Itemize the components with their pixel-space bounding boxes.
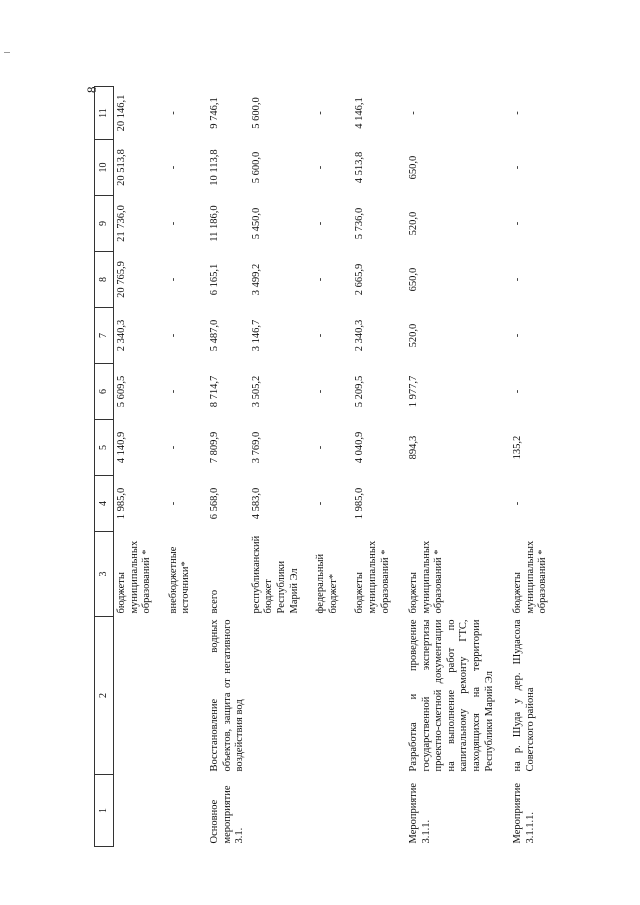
value-cell: 10 113,8 — [208, 149, 220, 186]
value-cell: 3 769,0 — [250, 431, 262, 464]
value-cell: - — [315, 389, 327, 394]
value-cell: 4 040,9 — [354, 431, 366, 464]
col-header-3: 3 — [95, 532, 114, 617]
header-row — [95, 87, 114, 847]
table-row — [498, 87, 552, 847]
row-measure — [249, 775, 303, 847]
col-header-7: 7 — [95, 308, 114, 364]
value-cell: - — [315, 165, 327, 170]
value-cell: 894,3 — [408, 435, 420, 460]
value-cell: 4 140,9 — [116, 431, 127, 464]
row-measure — [114, 775, 156, 847]
value-cell: - — [167, 277, 179, 282]
table-row — [249, 87, 303, 847]
col-header-1: 1 — [95, 775, 114, 847]
row-measure — [303, 775, 342, 847]
value-cell: - — [315, 221, 327, 226]
value-cell: 2 340,3 — [116, 319, 127, 352]
value-cell: - — [408, 111, 420, 115]
row-measure — [342, 775, 394, 847]
value-cell: 5 450,0 — [250, 207, 262, 240]
table-row — [156, 87, 195, 847]
col-header-11: 11 — [95, 87, 114, 140]
value-cell: - — [167, 333, 179, 338]
page-number: 8 — [84, 86, 99, 93]
value-cell: - — [512, 111, 524, 115]
value-cell: 7 809,9 — [208, 431, 220, 464]
row-description — [156, 617, 195, 775]
row-description — [114, 617, 156, 775]
row-source: федеральный бюджет* — [315, 553, 339, 614]
row-source: бюджеты муниципальных образований * — [408, 540, 445, 614]
value-cell: 4 513,8 — [354, 151, 366, 184]
value-cell: - — [167, 221, 179, 226]
value-cell: - — [512, 165, 524, 170]
value-cell: 5 736,0 — [354, 207, 366, 240]
row-description: Разработка и проведение государственной экспертизы проектно-сметной документации на выполнение работ по капитальному ремонту ГТС, находящихся на территории Республики Марий Эл — [408, 619, 495, 772]
value-cell: 650,0 — [408, 267, 420, 292]
row-measure: Мероприятие 3.1.1. — [408, 782, 432, 844]
value-cell: 520,0 — [408, 323, 420, 348]
table-row — [195, 87, 249, 847]
row-measure: Основное мероприятие 3.1. — [208, 785, 246, 844]
col-header-10: 10 — [95, 140, 114, 196]
row-source: бюджеты муниципальных образований * — [354, 540, 391, 614]
value-cell: 2 340,3 — [354, 319, 366, 352]
value-cell: - — [315, 445, 327, 450]
value-cell: 520,0 — [408, 211, 420, 236]
value-cell: - — [512, 389, 524, 394]
table-row — [303, 87, 342, 847]
col-header-8: 8 — [95, 252, 114, 308]
value-cell: 9 746,1 — [208, 97, 220, 129]
row-description: Восстановление водных объектов, защита от негативного воздействия вод — [208, 619, 246, 772]
value-cell: 135,2 — [512, 435, 524, 460]
col-header-9: 9 — [95, 196, 114, 252]
value-cell: - — [167, 501, 179, 506]
value-cell: 5 600,0 — [250, 97, 262, 129]
value-cell: - — [167, 165, 179, 170]
table-row — [114, 87, 156, 847]
value-cell: - — [315, 333, 327, 338]
value-cell: 1 985,0 — [354, 487, 366, 520]
value-cell: 5 609,5 — [116, 375, 127, 408]
value-cell: 2 665,9 — [354, 263, 366, 296]
value-cell: - — [315, 111, 327, 115]
row-source: бюджеты муниципальных образований * — [512, 540, 549, 614]
col-header-5: 5 — [95, 420, 114, 476]
row-description: на р. Шуда у дер. Шудасола Советского района — [512, 619, 536, 772]
row-description — [303, 617, 342, 775]
value-cell: 3 499,2 — [250, 263, 262, 296]
row-measure — [156, 775, 195, 847]
table-row — [342, 87, 394, 847]
value-cell: - — [512, 277, 524, 282]
row-description — [342, 617, 394, 775]
value-cell: - — [167, 111, 179, 115]
value-cell: - — [315, 501, 327, 506]
value-cell: 650,0 — [408, 155, 420, 180]
value-cell: 4 146,1 — [354, 97, 366, 129]
col-header-6: 6 — [95, 364, 114, 420]
value-cell: - — [167, 445, 179, 450]
value-cell: - — [512, 221, 524, 226]
col-header-4: 4 — [95, 476, 114, 532]
value-cell: 1 985,0 — [116, 487, 127, 520]
budget-table-container — [94, 87, 594, 847]
value-cell: 5 600,0 — [250, 151, 262, 184]
value-cell: 3 146,7 — [250, 319, 262, 352]
value-cell: 3 505,2 — [250, 375, 262, 408]
value-cell: 21 736,0 — [116, 205, 127, 242]
value-cell: 4 583,0 — [250, 487, 262, 520]
col-header-2: 2 — [95, 617, 114, 775]
row-source: всего — [208, 589, 220, 614]
value-cell: 5 209,5 — [354, 375, 366, 408]
value-cell: - — [512, 333, 524, 338]
budget-table — [94, 86, 552, 847]
value-cell: - — [315, 277, 327, 282]
value-cell: 6 165,1 — [208, 263, 220, 296]
value-cell: 1 977,7 — [408, 375, 420, 408]
value-cell — [394, 476, 498, 532]
row-source: бюджеты муниципальных образований * — [116, 540, 153, 614]
row-description — [249, 617, 303, 775]
row-source: республиканский бюджет Республики Марий Эл — [250, 535, 300, 614]
value-cell: 8 714,7 — [208, 375, 220, 408]
value-cell: 20 765,9 — [116, 261, 127, 298]
value-cell: - — [512, 501, 524, 506]
value-cell: 5 487,0 — [208, 319, 220, 352]
value-cell: 20 513,8 — [116, 149, 127, 186]
row-source: внебюджетные источники* — [167, 546, 192, 614]
value-cell: 11 186,0 — [208, 205, 220, 242]
value-cell: - — [167, 389, 179, 394]
row-measure: Мероприятие 3.1.1.1. — [512, 782, 536, 844]
value-cell: 20 146,1 — [116, 94, 127, 132]
table-row — [394, 87, 498, 847]
value-cell: 6 568,0 — [208, 487, 220, 520]
